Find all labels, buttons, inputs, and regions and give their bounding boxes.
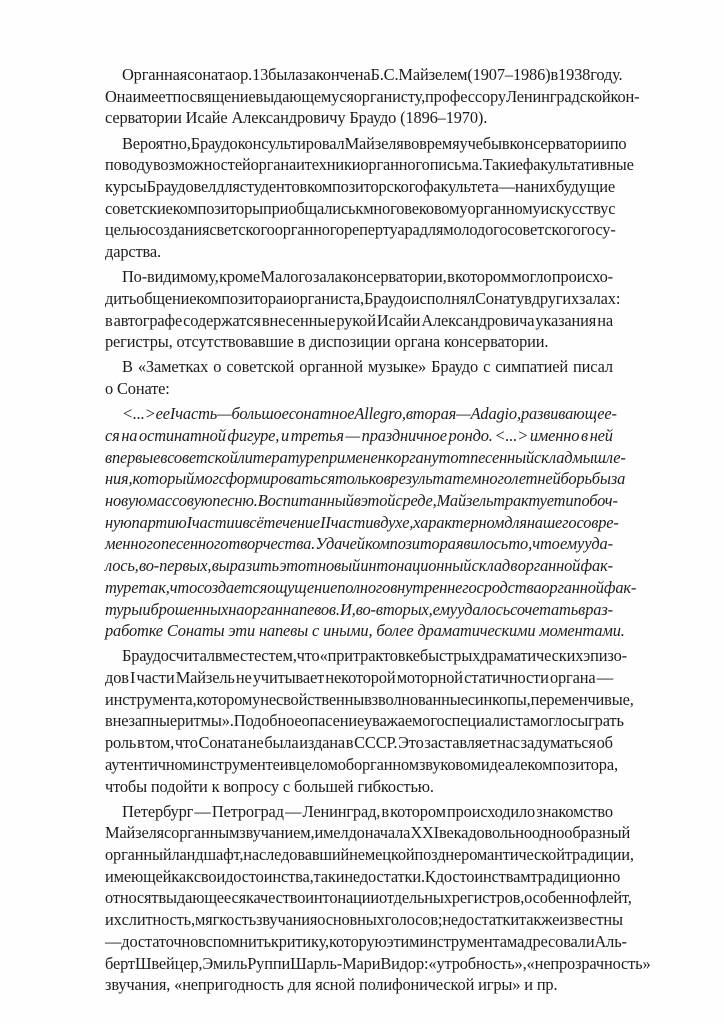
text-line: инструмента, которому не свойственны взволнованные синкопы, переменчивые, <box>105 689 634 709</box>
quote-line: туре так, что создается ощущение полного внутреннего сродства органной фак- <box>105 577 637 597</box>
text-line: в автографе содержатся внесенные рукой Исайи Александровича указания на <box>105 310 613 330</box>
paragraph-3 <box>105 266 621 353</box>
quote-line: впервые в советской литературе применен к органу тот песенный склад мышле- <box>105 447 626 467</box>
text-line: регистры, отсутствовавшие в диспозиции органа консерватории. <box>105 332 549 352</box>
text-line: органный ландшафт, наследовавший немецкой позднеромантической традиции, <box>105 845 634 865</box>
text-line: Петербург — Петроград — Ленинград, в котором происходило знакомство <box>122 801 613 821</box>
quote-line: новую массовую песню. Воспитанный в этой среде, Майзель трактует и побоч- <box>105 491 618 511</box>
text-line: роль в том, что Соната не была издана в СССР. Это заставляет нас задуматься об <box>105 733 613 753</box>
text-line: курсы Браудо вел для студентов композиторского факультета — на них будущие <box>105 176 615 196</box>
text-line: В «Заметках о советской органной музыке» Браудо с симпатией писал <box>122 357 613 377</box>
text-line: серватории Исайе Александровичу Браудо (1896–1970). <box>105 108 488 128</box>
text-line: чтобы подойти к вопросу с большей гибкостью. <box>105 776 434 796</box>
text-line: дарства. <box>105 242 161 261</box>
quote-line: ния, который мог сформироваться только в результате многолетней борьбы за <box>105 469 626 489</box>
text-line: дов I части Майзель не учитывает некоторой моторной статичности органа — <box>105 668 613 688</box>
paragraph-1 <box>105 64 640 129</box>
text-line: о Сонате: <box>105 379 170 399</box>
quote-line: менного песенного творчества. Удачей композитора явилось то, что ему уда- <box>105 534 613 554</box>
text-line: внезапные ритмы». Подобное опасение уважаемого специалиста могло сыграть <box>105 711 624 731</box>
block-quote <box>105 403 637 642</box>
quote-line: <...> ее I часть — большое сонатное Allegro, вторая — Adagio, развивающее- <box>122 404 617 424</box>
text-line: Браудо считал вместе с тем, что «при трактовке быстрых драматических эпизо- <box>122 646 627 666</box>
quote-line: туры и брошенных на орган напевов. И, во-вторых, ему удалось сочетать в раз- <box>105 599 613 619</box>
text-line: целью создания светского органного репертуара для молодого советского госу- <box>105 220 616 240</box>
paragraph-4 <box>105 356 613 399</box>
quote-line: ся на остинатной фигуре, и третья — праздничное рондо. <...> именно в ней <box>105 426 613 445</box>
text-line: звучания, «непригодность для ясной полифонической игры» и пр. <box>105 975 558 995</box>
quote-line: лось, во-первых, выразить этот новый интонационный склад в органной фак- <box>105 556 613 576</box>
text-line: берт Швейцер, Эмиль Рупп и Шарль-Мари Видор: «утробность», «непрозрачность» <box>105 953 651 973</box>
text-line: их слитность, мягкость звучания основных голосов; недостатки также известны <box>105 910 623 930</box>
paragraph-6 <box>105 801 651 996</box>
quote-line: ную партию I части и всё течение II части в духе, характерном для нашего совре- <box>105 512 619 532</box>
text-line: аутентичном инструменте и в целом об органном звуковом идеале композитора, <box>105 754 618 774</box>
paragraph-2 <box>105 133 634 263</box>
text-line: Майзеля с органным звучанием, имел до начала XXI века довольно однообразный <box>105 823 631 843</box>
quote-line: работке Сонаты эти напевы с иными, более драматическими моментами. <box>105 621 625 641</box>
text-line: советские композиторы приобщались к многовековому органному искусству с <box>105 198 616 218</box>
paragraph-5 <box>105 645 634 797</box>
text-line: — достаточно вспомнить критику, которую этим инструментам адресовали Аль- <box>105 931 627 951</box>
text-line: поводу возможностей органа и техники органного письма. Такие факультативные <box>105 155 634 175</box>
text-line: Органная соната ор. 13 была закончена Б. С. Майзелем (1907–1986) в 1938 году. <box>122 65 623 84</box>
text-line: дить общение композитора и органиста, Браудо исполнял Сонату в других залах: <box>105 288 621 308</box>
text-line: относят выдающееся качество интонации отдельных регистров, особенно флейт, <box>105 888 632 908</box>
text-line: Она имеет посвящение выдающемуся органисту, профессору Ленинградской кон- <box>105 86 640 106</box>
text-column <box>105 64 651 999</box>
text-line: Вероятно, Браудо консультировал Майзеля во время учебы в консерватории по <box>122 133 627 153</box>
text-line: имеющей как свои достоинства, так и недостатки. К достоинствам традиционно <box>105 866 621 886</box>
text-line: По-видимому, кроме Малого зала консерватории, в котором могло происхо- <box>122 267 613 287</box>
